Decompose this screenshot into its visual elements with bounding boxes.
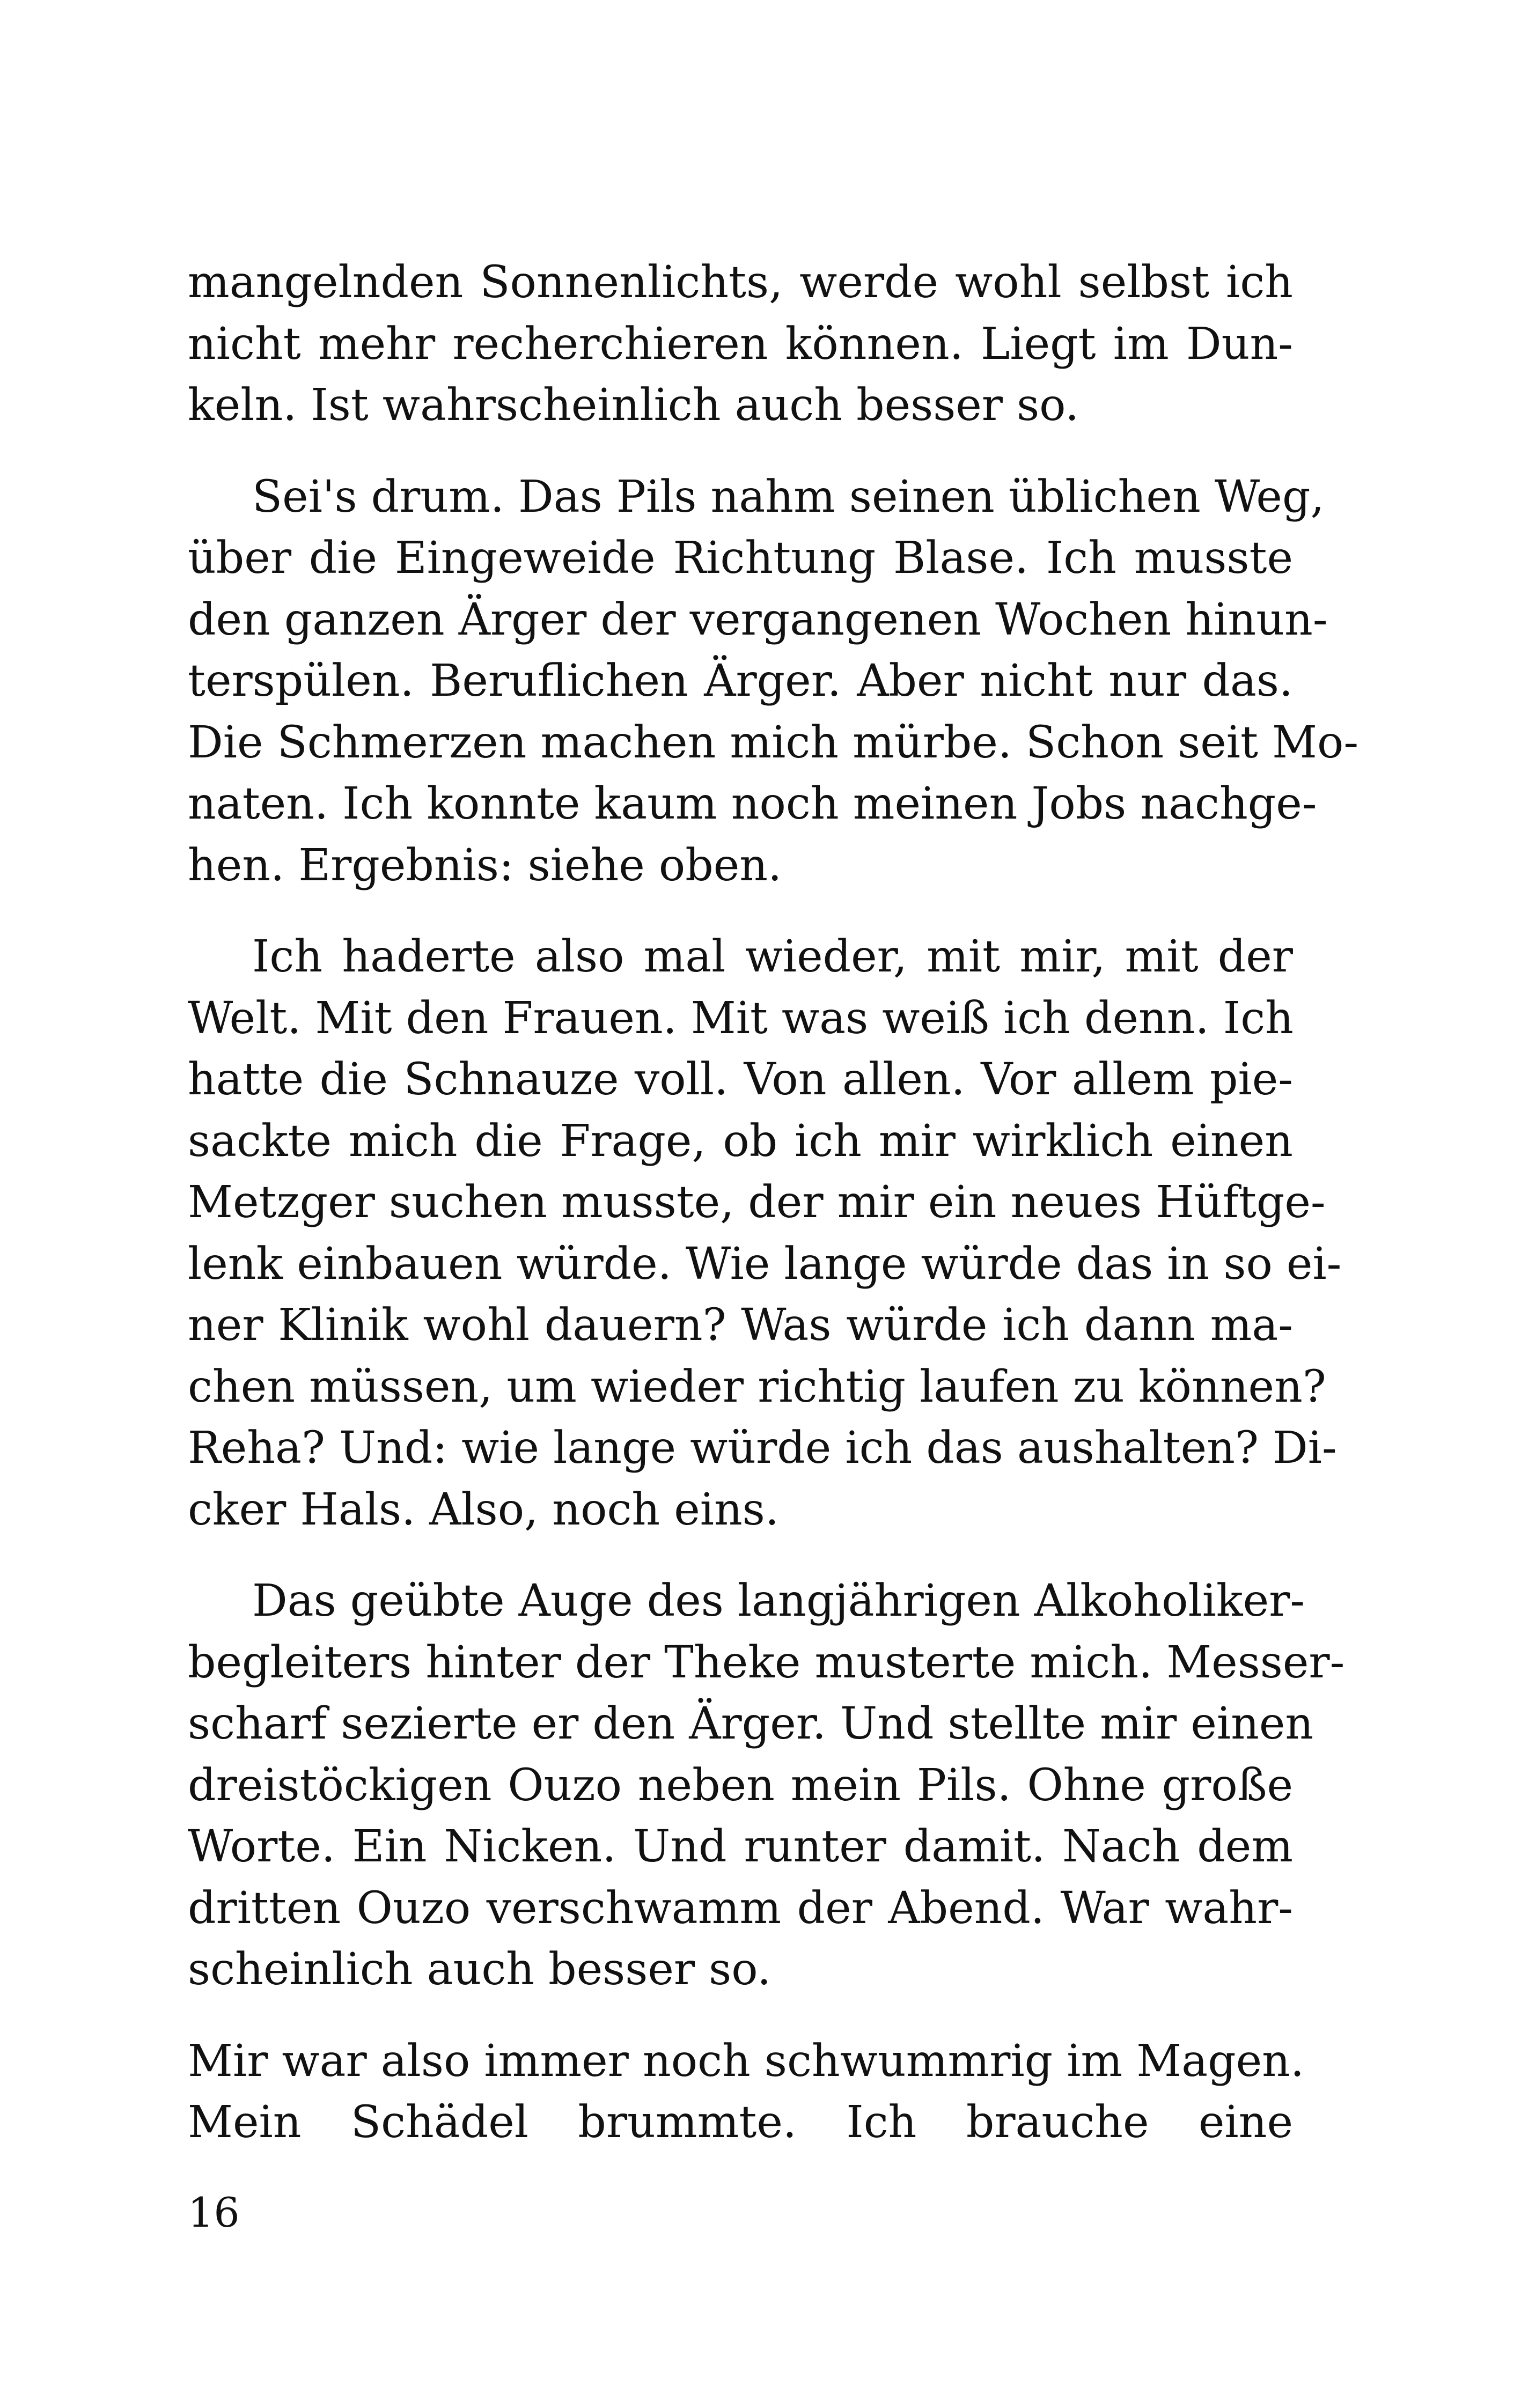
paragraph [188, 252, 1293, 437]
text-line: Das geübte Auge des langjährigen Alkoholiker- [252, 1575, 1305, 1626]
text-line: Welt. Mit den Frauen. Mit was weiß ich denn. Ich [188, 992, 1294, 1044]
text-line: lenk einbauen würde. Wie lange würde das in so ei- [188, 1238, 1342, 1290]
text-line: keln. Ist wahrscheinlich auch besser so. [188, 380, 1079, 431]
text-line: chen müssen, um wieder richtig laufen zu können? [188, 1361, 1326, 1412]
paragraph-gap [188, 2001, 1293, 2031]
text-line: Mir war also immer noch schwummrig im Magen. [188, 2035, 1305, 2087]
body-text [188, 252, 1359, 2154]
text-line: begleiters hinter der Theke musterte mich. Messer- [188, 1637, 1345, 1688]
text-line: ner Klinik wohl dauern? Was würde ich dann ma- [188, 1300, 1293, 1351]
text-line: sackte mich die Frage, ob ich mir wirklich einen [188, 1115, 1293, 1167]
text-line: über die Eingeweide Richtung Blase. Ich musste [188, 533, 1293, 584]
text-line: hatte die Schnauze voll. Von allen. Vor allem pie- [188, 1054, 1293, 1105]
text-line: hen. Ergebnis: siehe oben. [188, 840, 782, 891]
text-line: nicht mehr recherchieren können. Liegt im Dun- [188, 318, 1293, 370]
text-line: den ganzen Ärger der vergangenen Wochen hinun- [188, 594, 1328, 645]
paragraph-gap [188, 896, 1293, 926]
text-line: scheinlich auch besser so. [188, 1944, 771, 1995]
text-line: cker Hals. Also, noch eins. [188, 1484, 779, 1535]
paragraph [188, 467, 1359, 897]
text-line: naten. Ich konnte kaum noch meinen Jobs nachge- [188, 778, 1317, 829]
text-line: Die Schmerzen machen mich mürbe. Schon seit Mo- [188, 717, 1359, 768]
text-line: mangelnden Sonnenlichts, werde wohl selbst ich [188, 257, 1293, 308]
text-line: terspülen. Beruflichen Ärger. Aber nicht nur das. [188, 656, 1293, 706]
paragraph-gap [188, 1541, 1293, 1571]
text-line: Ich haderte also mal wieder, mit mir, mit der [252, 931, 1293, 982]
paragraph-gap [188, 437, 1293, 467]
text-line: dreistöckigen Ouzo neben mein Pils. Ohne große [188, 1759, 1293, 1811]
text-line: Mein Schädel brummte. Ich brauche eine [188, 2097, 1293, 2148]
text-line: dritten Ouzo verschwamm der Abend. War wahr- [188, 1882, 1293, 1934]
text-line: Reha? Und: wie lange würde ich das aushalten? Di- [188, 1423, 1337, 1474]
text-line: Metzger suchen musste, der mir ein neues Hüftge- [188, 1177, 1326, 1228]
text-line: scharf sezierte er den Ärger. Und stellte mir einen [188, 1698, 1314, 1749]
text-line: Sei's drum. Das Pils nahm seinen üblichen Weg, [252, 471, 1325, 522]
text-line: Worte. Ein Nicken. Und runter damit. Nach dem [188, 1821, 1293, 1872]
page-number: 16 [188, 2189, 240, 2236]
paragraph [188, 926, 1342, 1541]
paragraph [188, 2031, 1305, 2154]
paragraph [188, 1571, 1345, 2001]
